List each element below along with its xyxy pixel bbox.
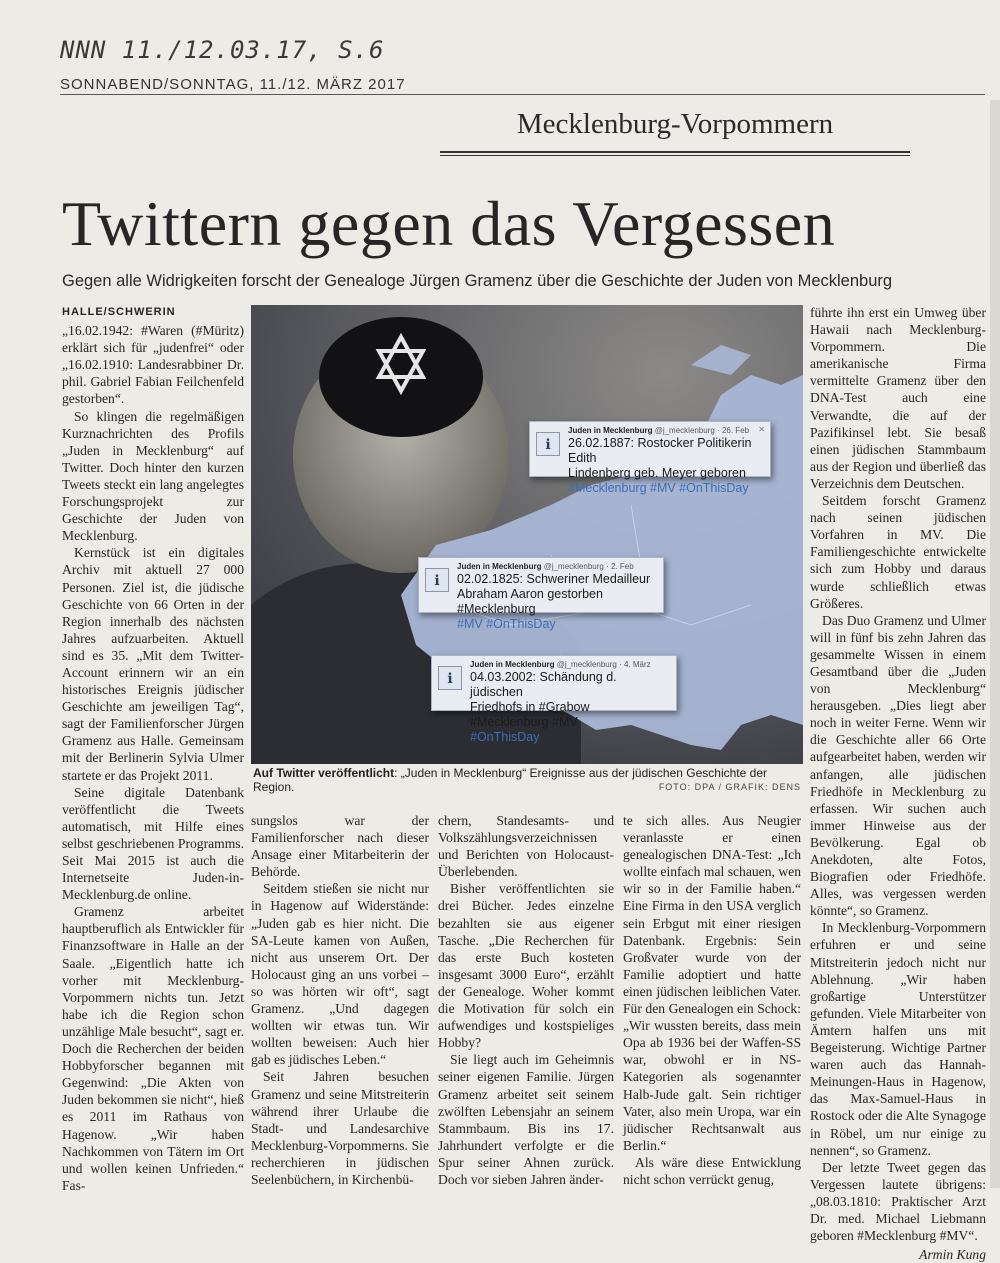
article-column-5 bbox=[810, 304, 986, 1263]
caption-text: : „Juden in Mecklenburg“ Ereignisse aus der jüdischen Geschichte der Region. bbox=[253, 766, 767, 794]
paragraph: führte ihn erst ein Umweg über Hawaii nach Mecklenburg-Vorpommern. Die amerikanische Firma vermittelte Gramenz über den DNA-Test auch eine Verwandte, die auf der Pazifikinsel lebt. Sie besaß einen jüdischen Stammbaum aus der Region und überließ das Verzeichnis dem Deutschen. bbox=[810, 305, 986, 491]
dateline: SONNABEND/SONNTAG, 11./12. MÄRZ 2017 bbox=[60, 76, 406, 93]
paragraph: In Mecklenburg-Vorpommern erfuhren er und seine Mitstreiterin jedoch nicht nur Ablehnung. „Wir haben großartige Unterstützer gefunden. Viele Mitarbeiter von Ämtern halfen uns mit Begeisterung. Wichtige Partner waren auch das Hannah-Meinungen-Haus in Hagenow, das Max-Samuel-Haus in Rostock oder die Alte Synagoge in Röbel, um nur einige zu nennen“, so Gramenz. bbox=[810, 920, 986, 1158]
paragraph: Seitdem stießen sie nicht nur in Hagenow auf Widerstände: „Juden gab es hier nicht. Die SA-Leute kamen von Außen, nicht aus unserem Ort. Der Holocaust ging an uns vorbei – so was hörten wir oft“, sagt Gramenz. „Und dagegen wollten wir etwas tun. Wir wollten beweisen: Auch hier gab es jüdisches Leben.“ bbox=[251, 881, 429, 1068]
close-icon: ✕ bbox=[758, 425, 765, 434]
paragraph: Seitdem forscht Gramenz nach seinen jüdischen Vorfahren in MV. Die Familiengeschichte entwickelte sich zum Hobby und daraus wurde schließlich etwas Größeres. bbox=[810, 493, 986, 611]
paragraph: So klingen die regelmäßigen Kurznachrichten des Profils „Juden in Mecklenburg“ auf Twitter. Doch hinter den kurzen Tweets steckt ein lang angelegtes Forschungsprojekt zur Geschichte der Juden von Mecklenburg. bbox=[62, 408, 244, 544]
tweet-handle: @j_mecklenburg · 26. Feb bbox=[654, 426, 750, 435]
location-tag: HALLE/SCHWERIN bbox=[62, 306, 176, 318]
tweet-account: Juden in Mecklenburg bbox=[470, 660, 555, 669]
tweet-hashtags: #Mecklenburg #MV #OnThisDay bbox=[568, 481, 749, 495]
tweet-account: Juden in Mecklenburg bbox=[457, 562, 542, 571]
section-rule bbox=[440, 151, 910, 153]
tweet-account: Juden in Mecklenburg bbox=[568, 426, 653, 435]
tweet-card bbox=[431, 655, 677, 744]
tweet-hashtags: #MV #OnThisDay bbox=[457, 617, 556, 631]
paragraph: Kernstück ist ein digitales Archiv mit aktuell 27 000 Personen. Ziel ist, die jüdische Geschichte von 66 Orten in der Region innerhalb des nächsten Jahres aufzuarbeiten. Aktuell sind es 35. „Mit dem Twitter-Account erinnern wir an ein historisches Ereignis jüdischer Geschichte am jeweiligen Tag“, sagt der Familienforscher Jürgen Gramenz aus Halle. Gemeinsam mit der Berlinerin Sylvia Ulmer startete er das Projekt 2011. bbox=[62, 545, 244, 783]
tweet-text: 02.02.1825: Schweriner Medailleur bbox=[457, 572, 651, 586]
tweet-text: Abraham Aaron gestorben #Mecklenburg bbox=[457, 587, 603, 616]
paragraph: Sie liegt auch im Geheimnis seiner eigenen Familie. Jürgen Gramenz arbeitet seit seinem zwölften Lebensjahr an seinem Stammbaum. Bis ins 17. Jahrhundert verfolgte er die Spur seiner Ahnen zurück. Doch vor sieben Jahren änder- bbox=[438, 1052, 614, 1187]
twitter-avatar-icon: ℹ bbox=[425, 568, 449, 592]
tweet-text: Friedhofs in #Grabow #Mecklenburg #MV bbox=[470, 700, 590, 729]
headline: Twittern gegen das Vergessen bbox=[62, 188, 836, 259]
paragraph: Als wäre diese Entwicklung nicht schon verrückt genug, bbox=[623, 1154, 801, 1187]
paragraph: chern, Standesamts- und Volkszählungsverzeichnissen und Berichten von Holocaust-Überlebenden. bbox=[438, 813, 614, 880]
caption-lead: Auf Twitter veröffentlicht bbox=[253, 766, 395, 780]
tweet-card bbox=[529, 421, 771, 495]
twitter-avatar-icon: ℹ bbox=[536, 432, 560, 456]
paragraph: „16.02.1942: #Waren (#Müritz) erklärt sich für „judenfrei“ oder „16.02.1910: Landesrabbiner Dr. phil. Gabriel Fabian Feilchenfeld gestorben“. bbox=[62, 323, 244, 407]
paragraph: sungslos war der Familienforscher nach dieser Ansage einer Mitarbeiterin der Behörde. bbox=[251, 813, 429, 880]
tweet-text: 04.03.2002: Schändung d. jüdischen bbox=[470, 670, 617, 699]
article-column-2 bbox=[251, 812, 429, 1188]
paragraph: Bisher veröffentlichten sie drei Bücher. Jedes einzelne bezahlten sie aus eigener Tasche. „Die Recherchen für das erste Buch kosteten insgesamt 3000 Euro“, erzählt der Genealoge. Woher kommt die Motivation für solch ein aufwendiges und kostspieliges Hobby? bbox=[438, 881, 614, 1051]
section-title: Mecklenburg-Vorpommern bbox=[516, 108, 834, 140]
article-column-3 bbox=[438, 812, 614, 1188]
tweet-handle: @j_mecklenburg · 4. März bbox=[556, 660, 651, 669]
section-rule-thin bbox=[440, 155, 910, 156]
paragraph: Gramenz arbeitet hauptberuflich als Entwickler für Finanzsoftware in Halle an der Saale. „Eigentlich hatte ich vorher mit Mecklenburg-Vorpommern nichts tun. Jetzt habe ich die Region schon unzählige Male besucht“, sagt er. Doch die Recherchen der beiden Hobbyforscher begannen mit Gegenwind: „Die Akten von Juden bekommen sie nicht“, hieß es 2011 im Rathaus von Hagenow. „Wir haben Nachkommen von Tätern im Ort und wollen keinen Unfrieden.“ Fas- bbox=[62, 904, 244, 1193]
article-column-4 bbox=[623, 812, 801, 1188]
article-column-1 bbox=[62, 304, 244, 1194]
photo-credit: FOTO: DPA / GRAFIK: DENS bbox=[658, 782, 801, 792]
handwritten-note: NNN 11./12.03.17, S.6 bbox=[60, 36, 385, 64]
paragraph: te sich alles. Aus Neugier veranlasste er einen genealogischen DNA-Test: „Ich wollte einfach mal schauen, wen wir so in der Familie haben.“ Eine Firma in den USA verglich sein Erbgut mit einer riesigen Datenbank. Ergebnis: Sein Großvater wurde von der Familie adoptiert und hatte einen jüdischen leiblichen Vater. Für den Genealogen ein Schock: „Wir wussten bereits, dass mein Opa ab 1936 bei der Waffen-SS war, obwohl er in NS-Kategorien als sogenannter Halb-Jude galt. Sein richtiger Vater, also mein Uropa, war ein jüdischer Rechtsanwalt aus Berlin.“ bbox=[623, 813, 801, 1153]
paragraph: Der letzte Tweet gegen das Vergessen lautete übrigens: „08.03.1810: Praktischer Arzt Dr. med. Michael Liebmann geboren #Mecklenburg #MV“. bbox=[810, 1159, 986, 1244]
author-byline: Armin Kung bbox=[919, 1247, 986, 1263]
paragraph: Seit Jahren besuchen Gramenz und seine Mitstreiterin während ihrer Urlaube die Stadt- und Landesarchive Mecklenburg-Vorpommerns. Sie recherchieren in jüdischen Seelenbüchern, in Kirchenbü- bbox=[251, 1069, 429, 1187]
adjacent-page-edge bbox=[990, 100, 1000, 1188]
tweet-text: Lindenberg geb. Meyer geboren bbox=[568, 466, 746, 480]
twitter-avatar-icon: ℹ bbox=[438, 666, 462, 690]
tweet-handle: @j_mecklenburg · 2. Feb bbox=[543, 562, 634, 571]
top-rule bbox=[60, 94, 985, 95]
subheadline: Gegen alle Widrigkeiten forscht der Genealoge Jürgen Gramenz über die Geschichte der Juden von Mecklenburg bbox=[62, 272, 893, 290]
tweet-hashtags: #OnThisDay bbox=[470, 730, 540, 744]
paragraph: Seine digitale Datenbank veröffentlicht die Tweets automatisch, mit Hilfe eines selbst geschriebenen Programms. Seit Mai 2015 ist auch die Internetseite Juden-in-Mecklenburg.de online. bbox=[62, 784, 244, 903]
tweet-card bbox=[418, 557, 664, 631]
article-photo bbox=[251, 305, 803, 764]
paragraph: Das Duo Gramenz und Ulmer will in fünf bis zehn Jahren das gesammelte Wissen in einem Gesamtband über die „Juden von Mecklenburg“ herausgeben. „Dies liegt aber noch in weiter Ferne. Wenn wir die Geschichte aller 66 Orte aufgearbeitet haben, werden wir anfangen, alle jüdischen Friedhöfe in Mecklenburg zu erfassen. Wir suchen auch immer Hinweise aus der Bevölkerung. Egal ob Anekdoten, alte Fotos, Biografien oder Friedhöfe. Alles, was vergessen werden könnte“, so Gramenz. bbox=[810, 612, 986, 919]
tweet-text: 26.02.1887: Rostocker Politikerin Edith bbox=[568, 436, 752, 465]
